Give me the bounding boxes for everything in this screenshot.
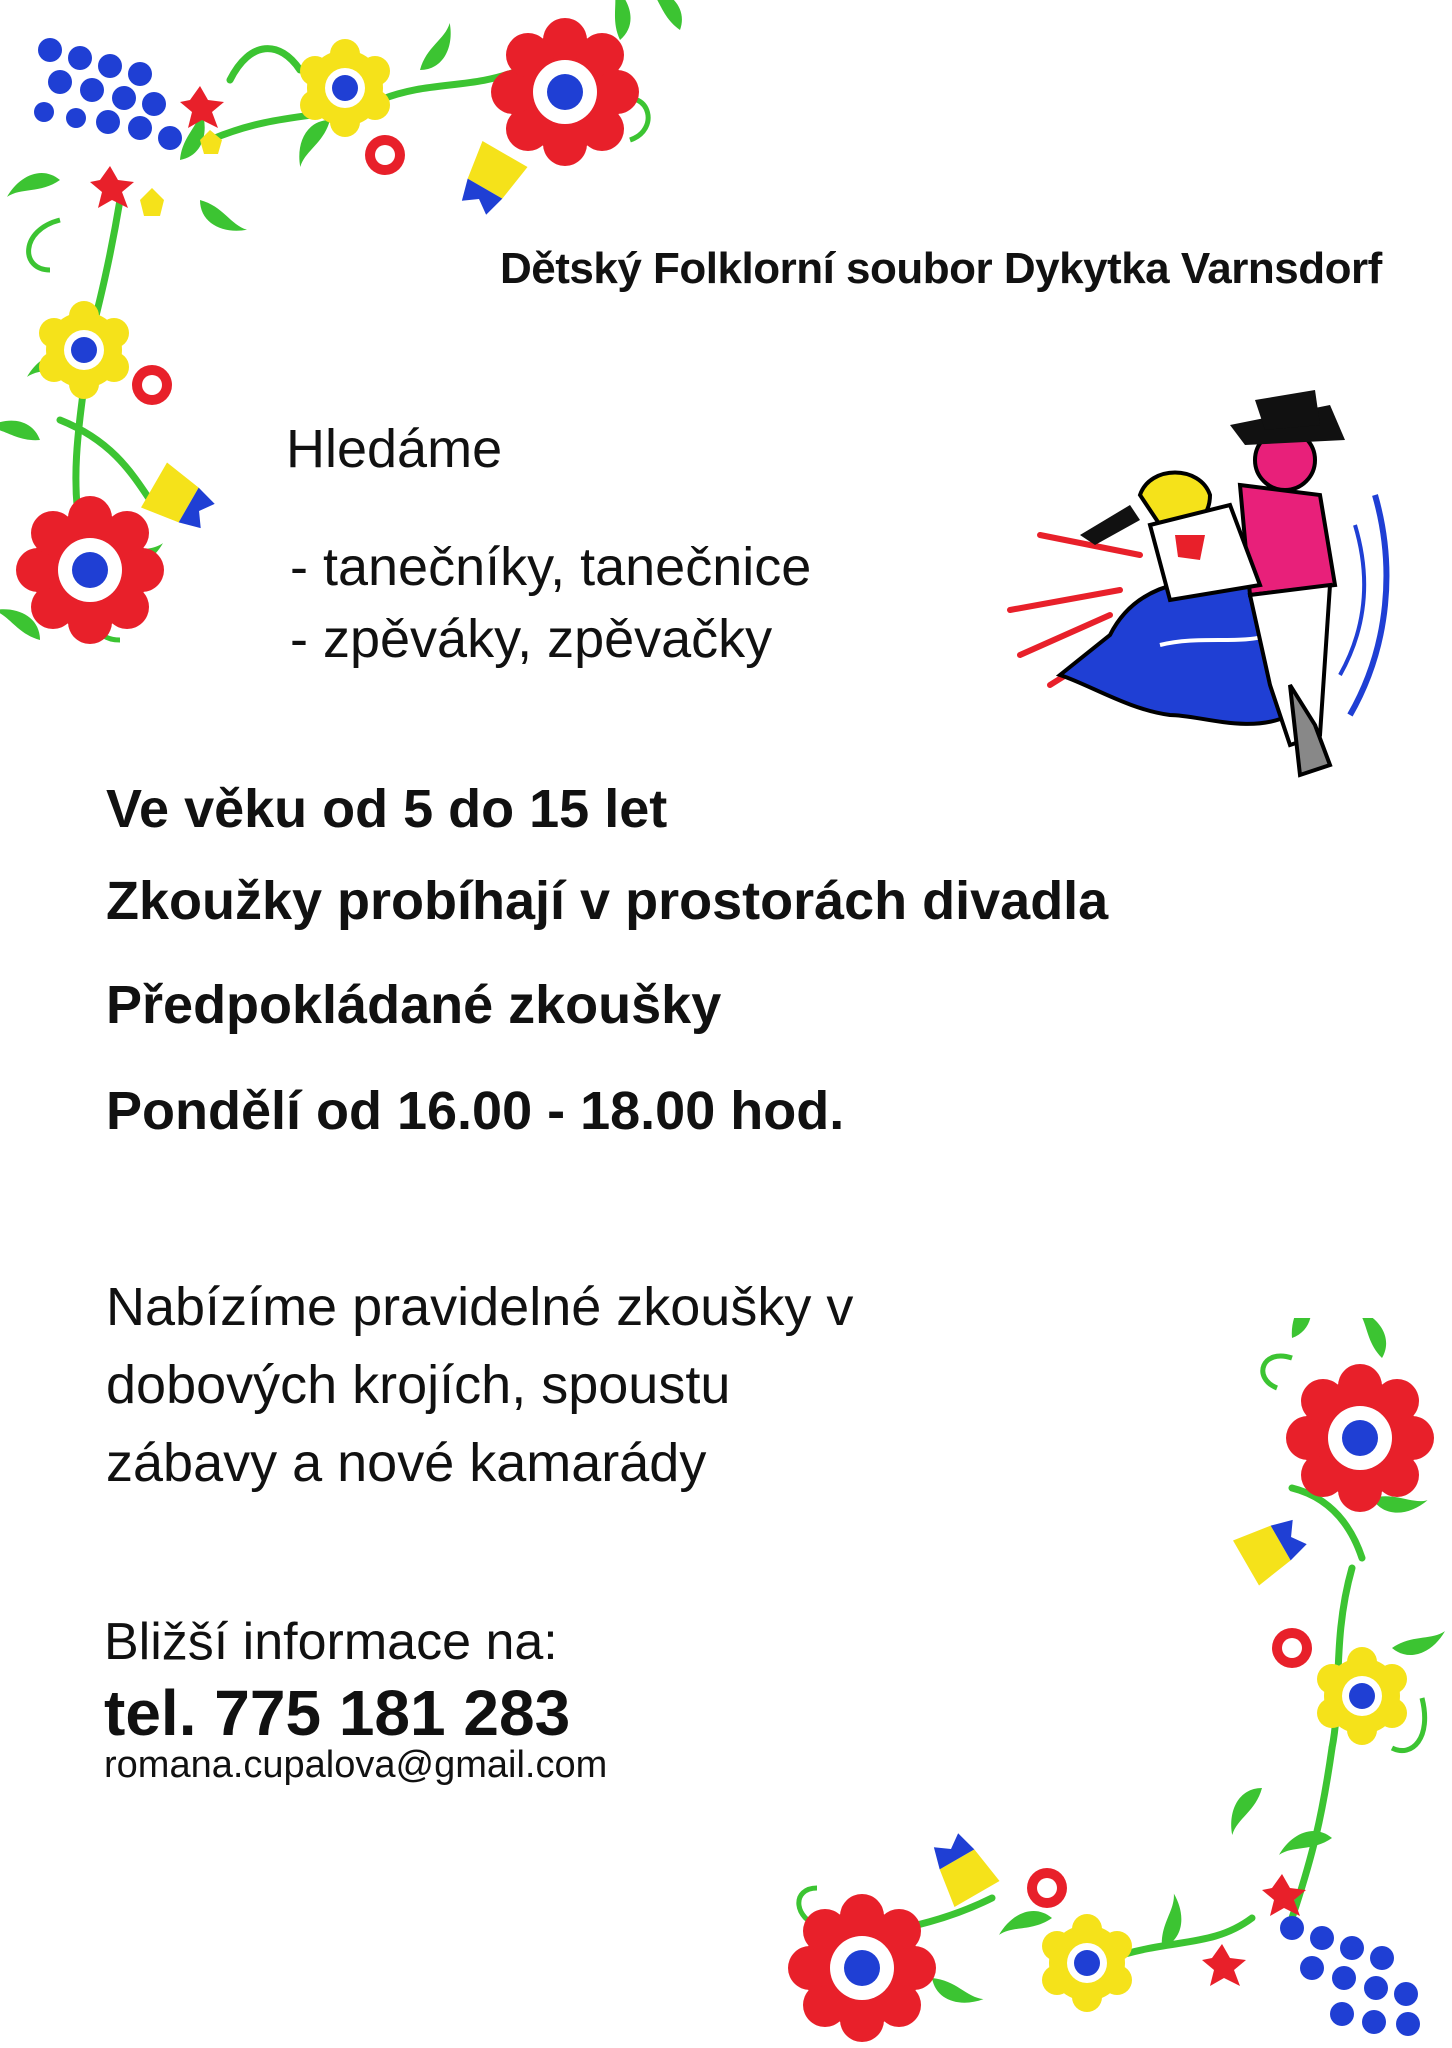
lead-heading: Hledáme	[286, 419, 503, 479]
offer-line: zábavy a nové kamarády	[106, 1433, 707, 1493]
looking-for-item-singers: - zpěváky, zpěvačky	[290, 609, 773, 669]
contact-phone[interactable]: tel. 775 181 283	[104, 1677, 571, 1749]
offer-line: Nabízíme pravidelné zkoušky v	[106, 1277, 854, 1337]
offer-text	[106, 1268, 853, 1502]
contact-email[interactable]: romana.cupalova@gmail.com	[104, 1744, 608, 1786]
rehearsal-place: Zkoužky probíhají v prostorách divadla	[106, 871, 1109, 931]
looking-for-item-dancers: - tanečníky, tanečnice	[290, 537, 812, 597]
age-range: Ve věku od 5 do 15 let	[106, 779, 668, 839]
offer-line: dobových krojích, spoustu	[106, 1355, 731, 1415]
schedule-time: Pondělí od 16.00 - 18.00 hod.	[106, 1081, 845, 1141]
schedule-label: Předpokládané zkoušky	[106, 975, 722, 1035]
contact-label: Bližší informace na:	[104, 1613, 558, 1671]
page-title: Dětský Folklorní soubor Dykytka Varnsdorf	[500, 244, 1382, 293]
folk-dancers-illustration-icon	[1000, 385, 1400, 795]
